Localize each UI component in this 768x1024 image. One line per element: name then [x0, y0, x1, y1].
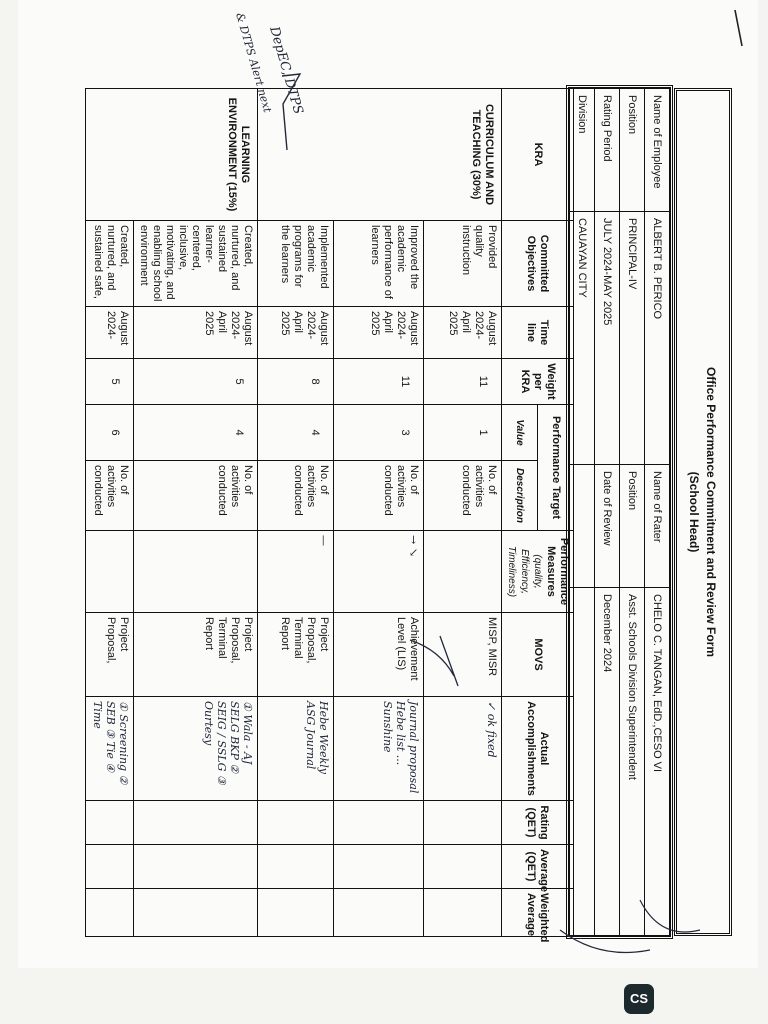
- col-description: Description: [502, 461, 538, 531]
- col-rating: Rating (QET): [502, 801, 574, 845]
- timeline: August 2024-April 2025: [258, 307, 334, 359]
- handwritten-accomplishment: ① Wala - AJ SELG BKP ② SEIG / SSLG ③ Ourtesy: [134, 697, 258, 801]
- pen-stroke: [560, 900, 700, 953]
- objective: Created, nurtured, and sustained safe,: [86, 221, 134, 307]
- col-measures-label: Performance Measures: [545, 537, 570, 606]
- col-average: Average (QET): [502, 845, 574, 889]
- target-value: 4: [258, 405, 334, 461]
- position-label: Position: [620, 89, 645, 212]
- rater-name: CHELO C. TANGAN, EdD.,CESO VI: [645, 588, 670, 936]
- col-movs: MOVS: [502, 613, 574, 697]
- col-target: Performance Target: [538, 405, 574, 531]
- review-date-value: December 2024: [595, 588, 620, 936]
- target-value: 3: [334, 405, 424, 461]
- objective: Implemented academic programs for the learners: [258, 221, 334, 307]
- target-description: No. of activities conducted: [86, 461, 134, 531]
- weight: 5: [134, 359, 258, 405]
- handwritten-accomplishment: Hebe Weekly ASG Journal: [258, 697, 334, 801]
- rater-position-value: Asst. Schools Division Superintendent: [620, 588, 645, 936]
- employee-label: Name of Employee: [645, 89, 670, 212]
- margin-note-top: DepEC, DTPS: [266, 24, 306, 117]
- target-value: 6: [86, 405, 134, 461]
- col-kra: KRA: [502, 89, 574, 221]
- employee-name: ALBERT B. PERICO: [645, 212, 670, 465]
- handwritten-accomplishment: ① Screening ② SEB ③ Tie ④ Time: [86, 697, 134, 801]
- timeline: August 2024-: [86, 307, 134, 359]
- rating-period-label: Rating Period: [595, 89, 620, 212]
- margin-note-second: & DTPS Alert next: [233, 11, 275, 115]
- timeline: August 2024-April 2025: [334, 307, 424, 359]
- handwritten-accomplishment: ✓ ok fixed: [424, 697, 502, 801]
- target-value: 4: [134, 405, 258, 461]
- timeline: August 2024-April 2025: [424, 307, 502, 359]
- rating-period-value: JULY 2024-MAY 2025: [595, 212, 620, 465]
- target-description: No. of activities conducted: [424, 461, 502, 531]
- pen-stroke: [735, 10, 742, 46]
- col-weighted: Weighted Average: [502, 889, 574, 937]
- col-objectives: Committed Objectives: [502, 221, 574, 307]
- weight: 5: [86, 359, 134, 405]
- target-description: No. of activities conducted: [334, 461, 424, 531]
- movs: Project Proposal, Terminal Report: [134, 613, 258, 697]
- timeline: August 2024-April 2025: [134, 307, 258, 359]
- col-value: Value: [502, 405, 538, 461]
- objective: Improved the academic performance of learners: [334, 221, 424, 307]
- movs: Project Proposal, Terminal Report: [258, 613, 334, 697]
- movs: MISP, MISR: [424, 613, 502, 697]
- weight: 11: [334, 359, 424, 405]
- pen-stroke: [410, 636, 458, 686]
- col-accomplishments: Actual Accomplishments: [502, 697, 574, 801]
- target-value: 1: [424, 405, 502, 461]
- rater-position-label: Position: [620, 465, 645, 588]
- objective: Provided quality instruction: [424, 221, 502, 307]
- division-value: CAUAYAN CITY: [570, 212, 595, 465]
- weight: 11: [424, 359, 502, 405]
- col-weight: Weight per KRA: [502, 359, 574, 405]
- col-measures-sub: (quality, Efficiency, Timeliness): [506, 546, 543, 598]
- target-description: No. of activities conducted: [134, 461, 258, 531]
- measures-cell: → ↘: [334, 531, 424, 613]
- handwritten-accomplishment: Journal proposal Hebe list ... Sunshine: [334, 697, 424, 801]
- camscanner-logo: CS: [624, 984, 654, 1014]
- division-label: Division: [570, 89, 595, 212]
- target-description: No. of activities conducted: [258, 461, 334, 531]
- position-value: PRINCIPAL-IV: [620, 212, 645, 465]
- objective: Created, nurtured, and sustained learner-centered, inclusive, motivating, and enabling school environment: [134, 221, 258, 307]
- movs: Achievement Level (LIS): [334, 613, 424, 697]
- col-timeline: Time line: [502, 307, 574, 359]
- form-title-line1: Office Performance Commitment and Review Form: [704, 366, 718, 658]
- weight: 8: [258, 359, 334, 405]
- movs: Project Proposal,: [86, 613, 134, 697]
- measures-cell: —: [258, 531, 334, 613]
- rater-label: Name of Rater: [645, 465, 670, 588]
- kra-curriculum: CURRICULUM AND TEACHING (30%): [258, 89, 502, 221]
- kra-learning-environment: LEARNING ENVIRONMENT (15%): [86, 89, 258, 221]
- review-date-label: Date of Review: [595, 465, 620, 588]
- form-title-line2: (School Head): [687, 471, 701, 553]
